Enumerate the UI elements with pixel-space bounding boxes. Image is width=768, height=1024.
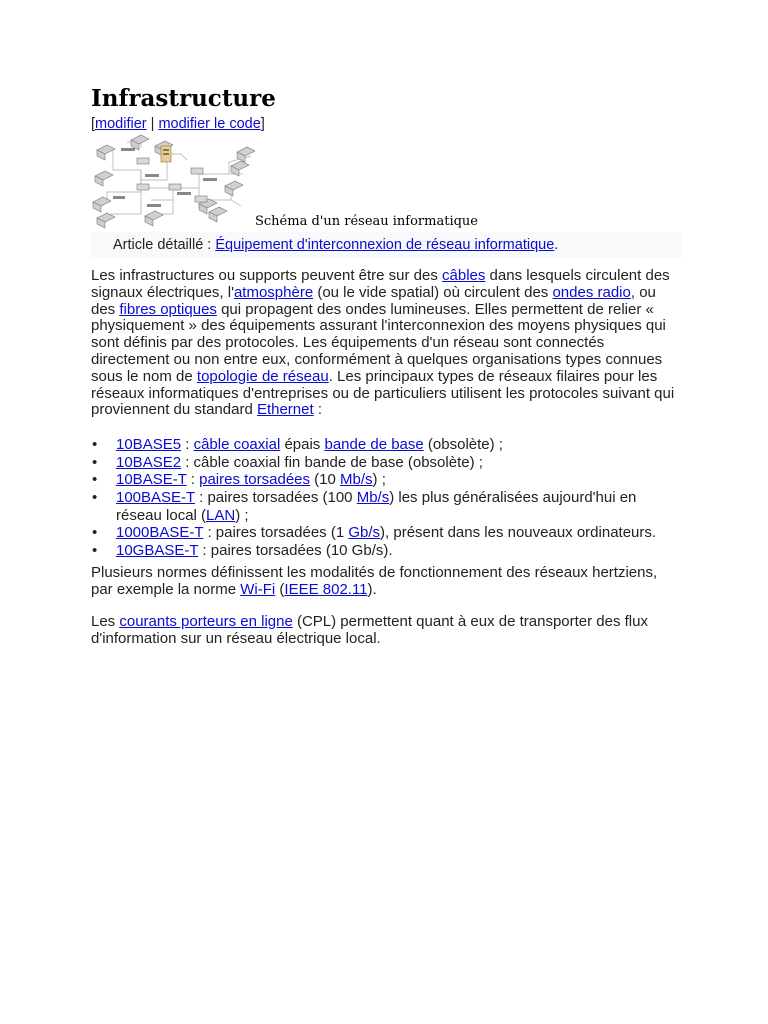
article-section xyxy=(91,84,679,648)
edit-code-link[interactable]: modifier le code xyxy=(158,116,261,132)
cpl-paragraph xyxy=(91,614,679,648)
edit-link[interactable]: modifier xyxy=(95,116,147,132)
text-span: . Les principaux types de réseaux filaires pour les réseaux informatiques d'entreprises ou de particuliers utilisent les protocoles suivant qui proviennent du standard xyxy=(91,367,675,419)
text-span: (10 xyxy=(310,471,341,489)
link-mbps[interactable]: Mb/s xyxy=(356,488,390,506)
wireless-paragraph xyxy=(91,565,679,599)
link-fibres-optiques[interactable]: fibres optiques xyxy=(119,300,217,318)
text-span: : câble coaxial fin bande de base (obsolète) ; xyxy=(181,453,483,471)
text-span: Les xyxy=(91,612,120,630)
intro-paragraph xyxy=(91,268,679,419)
link-10base5[interactable]: 10BASE5 xyxy=(116,436,182,454)
list-item xyxy=(116,542,679,560)
link-courants-porteurs[interactable]: courants porteurs en ligne xyxy=(119,612,293,630)
section-heading: Infrastructure xyxy=(91,85,276,112)
text-span: ). xyxy=(367,581,377,599)
figure-caption: Schéma d'un réseau informatique xyxy=(255,214,478,229)
link-lan[interactable]: LAN xyxy=(206,506,236,524)
link-cables[interactable]: câbles xyxy=(442,267,486,284)
text-span: : xyxy=(181,436,194,454)
list-item xyxy=(116,524,679,542)
edit-bracket-open: [ xyxy=(91,116,96,132)
link-10base-t[interactable]: 10BASE-T xyxy=(116,471,187,489)
figure xyxy=(91,134,679,232)
edit-bracket-close: ] xyxy=(260,116,265,132)
link-100base-t[interactable]: 100BASE-T xyxy=(116,488,195,506)
text-span: : paires torsadées (10 Gb/s). xyxy=(198,541,393,559)
text-span: ( xyxy=(275,581,285,599)
link-topologie[interactable]: topologie de réseau xyxy=(196,367,329,385)
link-cable-coaxial[interactable]: câble coaxial xyxy=(193,436,281,454)
text-span: (CPL) permettent quant à eux de transporter des flux d'information sur un réseau électrique local. xyxy=(91,612,648,647)
text-span: ) ; xyxy=(372,471,386,489)
text-span: : paires torsadées (100 xyxy=(194,488,357,506)
link-ondes-radio[interactable]: ondes radio xyxy=(552,283,631,301)
link-atmosphere[interactable]: atmosphère xyxy=(233,283,314,301)
hatnote-suffix: . xyxy=(554,237,559,253)
text-span: (obsolète) ; xyxy=(423,436,503,454)
text-span: (ou le vide spatial) où circulent des xyxy=(313,283,553,301)
link-10base2[interactable]: 10BASE2 xyxy=(116,453,182,471)
text-span: : paires torsadées (1 xyxy=(203,524,349,542)
link-10gbase-t[interactable]: 10GBASE-T xyxy=(116,541,199,559)
list-item xyxy=(116,489,679,524)
text-span: ) les plus généralisées aujourd'hui en réseau local ( xyxy=(116,488,637,524)
list-item xyxy=(116,471,679,489)
link-wifi[interactable]: Wi-Fi xyxy=(240,581,276,599)
edit-separator: | xyxy=(146,116,159,132)
link-ethernet[interactable]: Ethernet xyxy=(256,401,314,419)
text-span: ), présent dans les nouveaux ordinateurs. xyxy=(380,524,657,542)
link-ieee-802-11[interactable]: IEEE 802.11 xyxy=(284,581,368,599)
text-span: épais xyxy=(280,436,325,454)
edit-section-links xyxy=(91,115,679,133)
hatnote-prefix: Article détaillé : xyxy=(113,237,216,253)
list-item xyxy=(116,454,679,472)
text-span: : xyxy=(186,471,200,489)
link-gbps[interactable]: Gb/s xyxy=(348,524,381,542)
link-mbps[interactable]: Mb/s xyxy=(340,471,373,489)
text-span: Plusieurs normes définissent les modalités de fonctionnement des réseaux hertziens, par exemple la norme xyxy=(91,564,658,599)
text-span: ) ; xyxy=(235,506,249,524)
text-span: dans lesquels circulent des signaux électriques, l' xyxy=(91,267,670,301)
text-span: Les infrastructures ou supports peuvent être sur des xyxy=(91,267,443,284)
link-1000base-t[interactable]: 1000BASE-T xyxy=(116,524,204,542)
hatnote-link[interactable]: Équipement d'interconnexion de réseau informatique xyxy=(215,237,555,253)
text-span: , ou des xyxy=(91,283,656,318)
network-diagram-image[interactable] xyxy=(91,134,256,230)
text-span: qui propagent des ondes lumineuses. Elles permettent de relier « physiquement » des équipements assurant l'interconnexion des moyens physiques qui sont définis par des protocoles. Les équipements d'un réseau sont connectés directement ou non entre eux, conformément à quelques organisations types connues sous le nom de xyxy=(91,300,666,385)
link-paires-torsadees[interactable]: paires torsadées xyxy=(199,471,311,489)
list-item xyxy=(116,436,679,454)
link-bande-de-base[interactable]: bande de base xyxy=(324,436,424,454)
text-span: : xyxy=(313,401,323,419)
detailed-article-note xyxy=(91,232,682,258)
ethernet-standards-list xyxy=(91,436,679,559)
